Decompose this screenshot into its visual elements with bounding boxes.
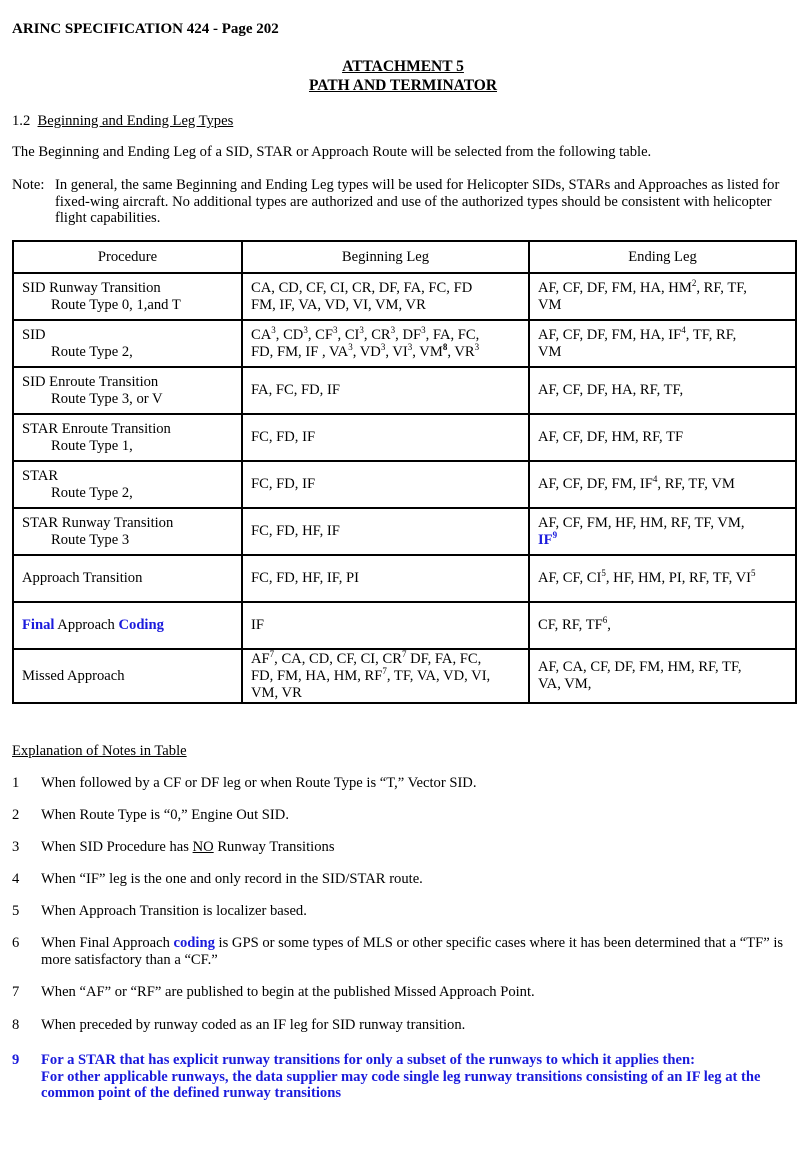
ending-leg-text: VM bbox=[538, 343, 562, 360]
footnote-number: 8 bbox=[12, 1017, 20, 1033]
table-row bbox=[13, 320, 796, 367]
ending-leg-text: AF, CA, CF, DF, FM, HM, RF, TF, bbox=[538, 659, 742, 675]
footnote-number: 4 bbox=[12, 871, 20, 887]
footnote-number: 7 bbox=[12, 984, 20, 1000]
note-ref: 3 bbox=[271, 324, 276, 335]
attachment-title: ATTACHMENT 5 bbox=[342, 58, 464, 75]
procedure-name: STAR Enroute Transition bbox=[22, 420, 171, 437]
note-ref: 9 bbox=[552, 529, 558, 540]
leg-code: AF bbox=[251, 650, 270, 667]
note-ref: 8 bbox=[442, 341, 448, 352]
footnote-item bbox=[12, 1017, 790, 1034]
ending-leg-text: AF, CF, FM, HF, HM, RF, TF, VM, bbox=[538, 514, 745, 531]
procedure-name: SID bbox=[22, 326, 46, 343]
ending-leg-text: VM bbox=[538, 296, 562, 313]
ending-leg-text: AF, CF, DF, FM, HA, IF bbox=[538, 326, 682, 343]
leg-code: DF, FA, FC, bbox=[406, 650, 482, 667]
ending-leg-cell bbox=[529, 320, 796, 367]
footnote-text bbox=[41, 935, 790, 968]
footnote-text: When “AF” or “RF” are published to begin at the published Missed Approach Point. bbox=[41, 984, 535, 1000]
footnote-highlight: coding bbox=[173, 935, 215, 951]
footnote-emphasis: NO bbox=[192, 839, 214, 855]
note-ref: 6 bbox=[602, 615, 608, 625]
note-ref: 3 bbox=[407, 341, 413, 352]
note-ref: 3 bbox=[348, 341, 353, 352]
note-ref: 7 bbox=[382, 665, 387, 676]
ending-leg-text: AF, CF, CI bbox=[538, 570, 602, 586]
procedure-highlight: Final bbox=[22, 617, 55, 633]
leg-code: , VR bbox=[447, 343, 475, 360]
column-header: Beginning Leg bbox=[242, 241, 529, 273]
ending-leg-text: , bbox=[607, 617, 611, 633]
footnote-number: 1 bbox=[12, 775, 20, 791]
procedure-name: STAR Runway Transition bbox=[22, 514, 174, 531]
route-type: Route Type 0, 1,and T bbox=[51, 296, 181, 313]
table-row bbox=[13, 555, 796, 602]
leg-code: , DF bbox=[395, 326, 422, 343]
ending-leg-cell bbox=[529, 461, 796, 508]
footnote-text-part: Runway Transitions bbox=[213, 839, 335, 855]
ending-leg-cell bbox=[529, 555, 796, 602]
leg-code: CA bbox=[251, 326, 272, 343]
leg-types-table bbox=[12, 240, 797, 704]
route-type: Route Type 3 bbox=[51, 531, 130, 548]
beginning-leg-cell: FA, FC, FD, IF bbox=[242, 367, 529, 414]
procedure-highlight: Coding bbox=[118, 617, 164, 633]
ending-leg-text: , RF, TF, VM bbox=[657, 476, 735, 492]
footnote-item bbox=[12, 935, 790, 968]
leg-code: VM, VR bbox=[251, 684, 302, 701]
leg-code: , VI bbox=[385, 343, 408, 360]
footnote-item bbox=[12, 871, 790, 888]
leg-code: FD, FM, HA, HM, RF bbox=[251, 667, 383, 684]
procedure-cell bbox=[13, 414, 242, 461]
beginning-leg-cell: FC, FD, HF, IF bbox=[242, 508, 529, 555]
ending-leg-cell bbox=[529, 602, 796, 649]
section-heading bbox=[12, 113, 233, 130]
ending-leg-text: CF, RF, TF bbox=[538, 617, 603, 633]
note-ref: 3 bbox=[421, 324, 426, 335]
table-row bbox=[13, 414, 796, 461]
explanation-title: Explanation of Notes in Table bbox=[12, 743, 187, 759]
procedure-cell bbox=[13, 367, 242, 414]
leg-code: , TF, VA, VD, VI, bbox=[386, 667, 491, 684]
beginning-leg-cell bbox=[242, 649, 529, 703]
footnote-number: 3 bbox=[12, 839, 20, 855]
attachment-subtitle: PATH AND TERMINATOR bbox=[308, 77, 498, 94]
route-type: Route Type 2, bbox=[51, 484, 133, 501]
footnote-text bbox=[41, 839, 790, 856]
footnote-item bbox=[12, 775, 790, 792]
beginning-leg-cell: IF bbox=[242, 602, 529, 649]
leg-code: , CR bbox=[363, 326, 391, 343]
beginning-leg-cell bbox=[242, 320, 529, 367]
leg-code: , VM bbox=[412, 343, 443, 360]
leg-code: , CA, CD, CF, CI, CR bbox=[274, 650, 402, 667]
note-ref: 5 bbox=[751, 568, 756, 578]
column-header: Ending Leg bbox=[529, 241, 796, 273]
table-row bbox=[13, 508, 796, 555]
procedure-cell bbox=[13, 320, 242, 367]
ending-leg-cell: AF, CF, DF, HA, RF, TF, bbox=[529, 367, 796, 414]
table-row bbox=[13, 602, 796, 649]
procedure-cell bbox=[13, 508, 242, 555]
footnote-line: For a STAR that has explicit runway transitions for only a subset of the runways to which it applies then: bbox=[41, 1052, 695, 1068]
beginning-leg-cell: FC, FD, IF bbox=[242, 461, 529, 508]
footnote-text bbox=[41, 1052, 790, 1102]
ending-leg-cell bbox=[529, 649, 796, 703]
leg-code: , CD bbox=[275, 326, 304, 343]
footnote-text: When Route Type is “0,” Engine Out SID. bbox=[41, 807, 289, 823]
beginning-leg-cell bbox=[242, 273, 529, 320]
note-ref: 3 bbox=[359, 324, 364, 335]
intro-paragraph: The Beginning and Ending Leg of a SID, STAR or Approach Route will be selected from the following table. bbox=[12, 144, 652, 160]
note-ref: 4 bbox=[681, 324, 686, 335]
procedure-cell bbox=[13, 461, 242, 508]
ending-leg-cell bbox=[529, 508, 796, 555]
procedure-cell bbox=[13, 602, 242, 649]
footnote-number: 5 bbox=[12, 903, 20, 919]
table-header-row bbox=[13, 241, 796, 273]
ending-leg-text: AF, CF, DF, FM, IF bbox=[538, 476, 653, 492]
table-row bbox=[13, 649, 796, 703]
note-block bbox=[12, 177, 792, 227]
footnote-item bbox=[12, 807, 790, 824]
route-type: Route Type 3, or V bbox=[51, 390, 163, 407]
leg-code: , VD bbox=[352, 343, 381, 360]
note-ref: 7 bbox=[401, 648, 407, 659]
page-header: ARINC SPECIFICATION 424 - Page 202 bbox=[12, 21, 279, 37]
procedure-cell bbox=[13, 273, 242, 320]
note-label: Note: bbox=[12, 177, 45, 193]
beginning-leg-line: FM, IF, VA, VD, VI, VM, VR bbox=[251, 296, 426, 313]
note-text: In general, the same Beginning and Ending Leg types will be used for Helicopter SIDs, STARs and Approaches as listed for fixed-wing aircraft. No additional types are authorized and use of the authorized types should be consistent with helicopter flight capabilities. bbox=[55, 177, 780, 226]
footnote-text-part: When SID Procedure has bbox=[41, 839, 193, 855]
note-ref: 7 bbox=[269, 648, 275, 659]
ending-leg-cell bbox=[529, 273, 796, 320]
footnote-text: When “IF” leg is the one and only record in the SID/STAR route. bbox=[41, 871, 423, 887]
column-header: Procedure bbox=[13, 241, 242, 273]
route-type: Route Type 2, bbox=[51, 343, 133, 360]
procedure-name: SID Runway Transition bbox=[22, 279, 161, 296]
leg-code: FD, FM, IF , VA bbox=[251, 343, 349, 360]
note-ref: 3 bbox=[474, 341, 480, 352]
beginning-leg-cell: FC, FD, IF bbox=[242, 414, 529, 461]
procedure-name: SID Enroute Transition bbox=[22, 373, 159, 390]
footnote-text: When preceded by runway coded as an IF leg for SID runway transition. bbox=[41, 1017, 466, 1033]
ending-leg-highlight: IF bbox=[538, 531, 553, 548]
ending-leg-text: AF, CF, DF, FM, HA, HM bbox=[538, 279, 692, 296]
footnote-line: For other applicable runways, the data supplier may code single leg runway transitions consisting of an IF leg at the common point of the defined runway transitions bbox=[41, 1068, 761, 1101]
footnote-item bbox=[12, 1052, 790, 1102]
note-ref: 3 bbox=[390, 324, 396, 335]
ending-leg-text: , RF, TF, bbox=[696, 279, 747, 296]
beginning-leg-cell: FC, FD, HF, IF, PI bbox=[242, 555, 529, 602]
note-ref: 3 bbox=[303, 324, 308, 335]
note-ref: 3 bbox=[333, 324, 338, 335]
note-ref: 4 bbox=[652, 474, 658, 484]
ending-leg-text: , HF, HM, PI, RF, TF, VI bbox=[605, 570, 752, 586]
note-ref: 5 bbox=[601, 568, 606, 578]
route-type: Route Type 1, bbox=[51, 437, 133, 454]
procedure-cell: Missed Approach bbox=[13, 649, 242, 703]
note-ref: 3 bbox=[380, 341, 386, 352]
table-row bbox=[13, 461, 796, 508]
footnote-text-part: When Final Approach bbox=[41, 935, 174, 951]
footnote-number: 6 bbox=[12, 935, 20, 951]
procedure-cell: Approach Transition bbox=[13, 555, 242, 602]
table-row bbox=[13, 273, 796, 320]
footnote-number: 2 bbox=[12, 807, 20, 823]
footnote-text-part: is GPS or some types of MLS or other specific cases where it has been determined that a “TF” is more satisfactory than a “CF.” bbox=[41, 935, 784, 968]
footnote-text: When Approach Transition is localizer based. bbox=[41, 903, 307, 919]
leg-code: , CI bbox=[337, 326, 360, 343]
section-title: Beginning and Ending Leg Types bbox=[37, 113, 234, 129]
procedure-name: Approach bbox=[54, 617, 119, 633]
note-ref: 2 bbox=[691, 277, 697, 288]
section-number: 1.2 bbox=[12, 113, 31, 129]
footnote-item bbox=[12, 984, 790, 1001]
footnote-text: When followed by a CF or DF leg or when Route Type is “T,” Vector SID. bbox=[41, 775, 477, 791]
footnote-number: 9 bbox=[12, 1052, 20, 1068]
ending-leg-text: , TF, RF, bbox=[685, 326, 737, 343]
procedure-name: STAR bbox=[22, 467, 59, 484]
footnote-item bbox=[12, 839, 790, 856]
leg-code: , FA, FC, bbox=[425, 326, 480, 343]
ending-leg-cell: AF, CF, DF, HM, RF, TF bbox=[529, 414, 796, 461]
leg-code: , CF bbox=[307, 326, 334, 343]
beginning-leg-line: CA, CD, CF, CI, CR, DF, FA, FC, FD bbox=[251, 279, 473, 296]
table-row bbox=[13, 367, 796, 414]
footnote-item bbox=[12, 903, 790, 920]
ending-leg-text: VA, VM, bbox=[538, 676, 592, 692]
